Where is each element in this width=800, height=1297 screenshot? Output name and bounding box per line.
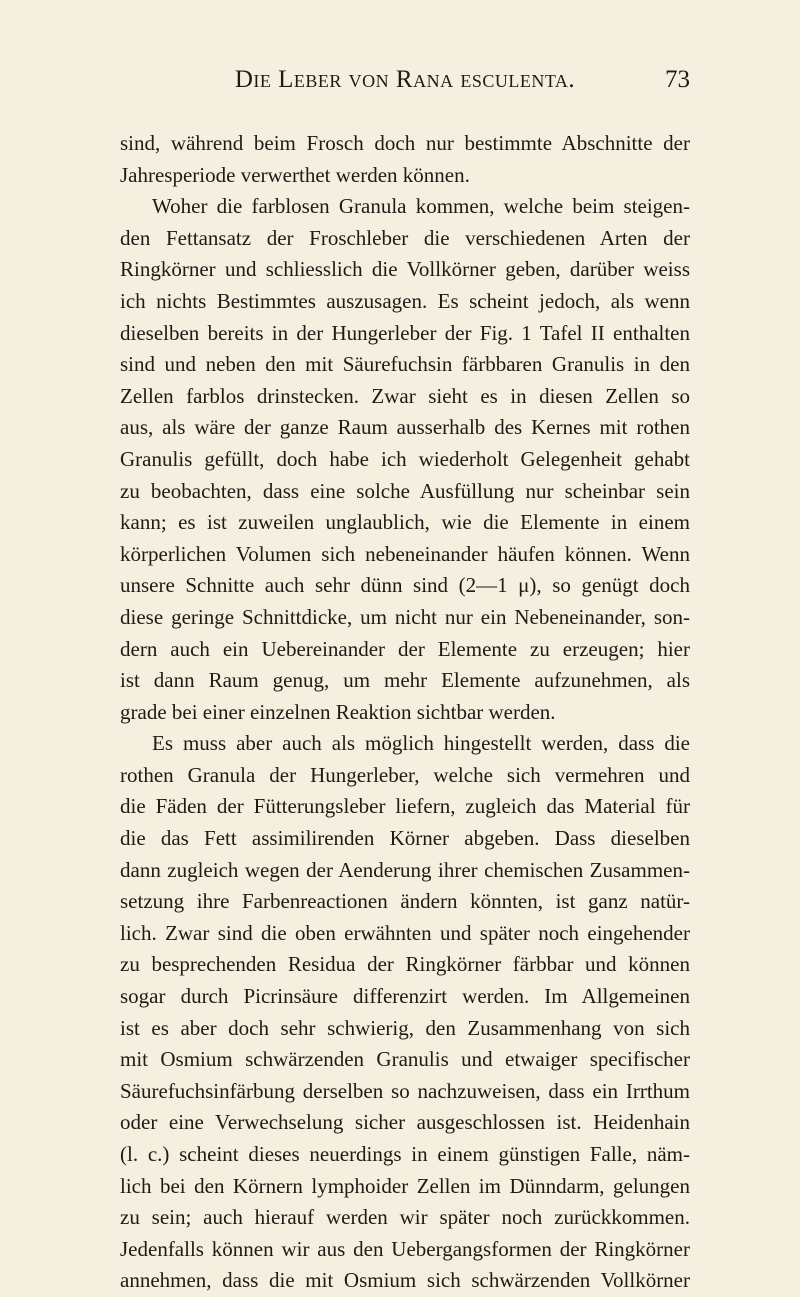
text-line: körperlichen Volumen sich nebeneinander häufen können. Wenn xyxy=(120,541,690,566)
text-line: Jahresperiode verwerthet werden können. xyxy=(120,162,470,187)
text-line: (l. c.) scheint dieses neuerdings in einem günstigen Falle, näm- xyxy=(120,1142,690,1166)
body-text xyxy=(120,128,690,1297)
text-line: Jedenfalls können wir aus den Uebergangsformen der Ringkörner xyxy=(120,1236,690,1261)
text-line: sind und neben den mit Säurefuchsin färbbaren Granulis in den xyxy=(120,352,690,377)
text-line: rothen Granula der Hungerleber, welche sich vermehren und xyxy=(120,762,690,787)
text-line: Ringkörner und schliesslich die Vollkörner geben, darüber weiss xyxy=(120,257,690,282)
page-number: 73 xyxy=(665,66,690,93)
text-line: ist es aber doch sehr schwierig, den Zusammenhang von sich xyxy=(120,1015,690,1040)
text-line: annehmen, dass die mit Osmium sich schwärzenden Vollkörner xyxy=(120,1268,690,1293)
text-line: ich nichts Bestimmtes auszusagen. Es scheint jedoch, als wenn xyxy=(120,288,690,313)
text-line: mit Osmium schwärzenden Granulis und etwaiger specifischer xyxy=(120,1047,690,1072)
text-line: zu beobachten, dass eine solche Ausfüllung nur scheinbar sein xyxy=(120,478,690,503)
page-header xyxy=(120,58,690,98)
text-line: Granulis gefüllt, doch habe ich wiederholt Gelegenheit gehabt xyxy=(120,446,690,471)
text-line: den Fettansatz der Froschleber die verschiedenen Arten der xyxy=(120,225,690,250)
text-line: zu besprechenden Residua der Ringkörner färbbar und können xyxy=(120,952,690,977)
text-line: Säurefuchsinfärbung derselben so nachzuweisen, dass ein Irrthum xyxy=(120,1078,690,1103)
text-line: zu sein; auch hierauf werden wir später noch zurückkommen. xyxy=(120,1205,690,1230)
text-line: unsere Schnitte auch sehr dünn sind (2—1 μ), so genügt doch xyxy=(120,573,690,598)
text-line: dann zugleich wegen der Aenderung ihrer chemischen Zusammen- xyxy=(120,857,690,882)
text-line: grade bei einer einzelnen Reaktion sichtbar werden. xyxy=(120,699,556,724)
text-line: oder eine Verwechselung sicher ausgeschlossen ist. Heidenhain xyxy=(120,1110,690,1135)
text-line: die das Fett assimilirenden Körner abgeben. Dass dieselben xyxy=(120,826,690,851)
text-line: setzung ihre Farbenreactionen ändern könnten, ist ganz natür- xyxy=(120,889,690,914)
text-line: Woher die farblosen Granula kommen, welche beim steigen- xyxy=(152,194,690,219)
text-line: kann; es ist zuweilen unglaublich, wie die Elemente in einem xyxy=(120,510,690,535)
text-line: lich bei den Körnern lymphoider Zellen im Dünndarm, gelungen xyxy=(120,1173,690,1198)
text-line: diese geringe Schnittdicke, um nicht nur ein Nebeneinander, son- xyxy=(120,604,690,629)
running-title: Die Leber von Rana esculenta. xyxy=(234,66,576,93)
text-line: lich. Zwar sind die oben erwähnten und später noch eingehender xyxy=(120,920,690,945)
text-line: dieselben bereits in der Hungerleber der Fig. 1 Tafel II enthalten xyxy=(120,320,690,345)
text-line: Zellen farblos drinstecken. Zwar sieht es in diesen Zellen so xyxy=(120,383,690,408)
text-line: dern auch ein Uebereinander der Elemente zu erzeugen; hier xyxy=(120,636,690,661)
text-line: sogar durch Picrinsäure differenzirt werden. Im Allgemeinen xyxy=(120,984,690,1009)
text-line: ist dann Raum genug, um mehr Elemente aufzunehmen, als xyxy=(120,668,690,693)
text-line: sind, während beim Frosch doch nur bestimmte Abschnitte der xyxy=(120,131,690,155)
text-line: aus, als wäre der ganze Raum ausserhalb des Kernes mit rothen xyxy=(120,415,690,440)
text-line: die Fäden der Fütterungsleber liefern, zugleich das Material für xyxy=(120,794,690,819)
text-line: Es muss aber auch als möglich hingestellt werden, dass die xyxy=(152,731,690,756)
